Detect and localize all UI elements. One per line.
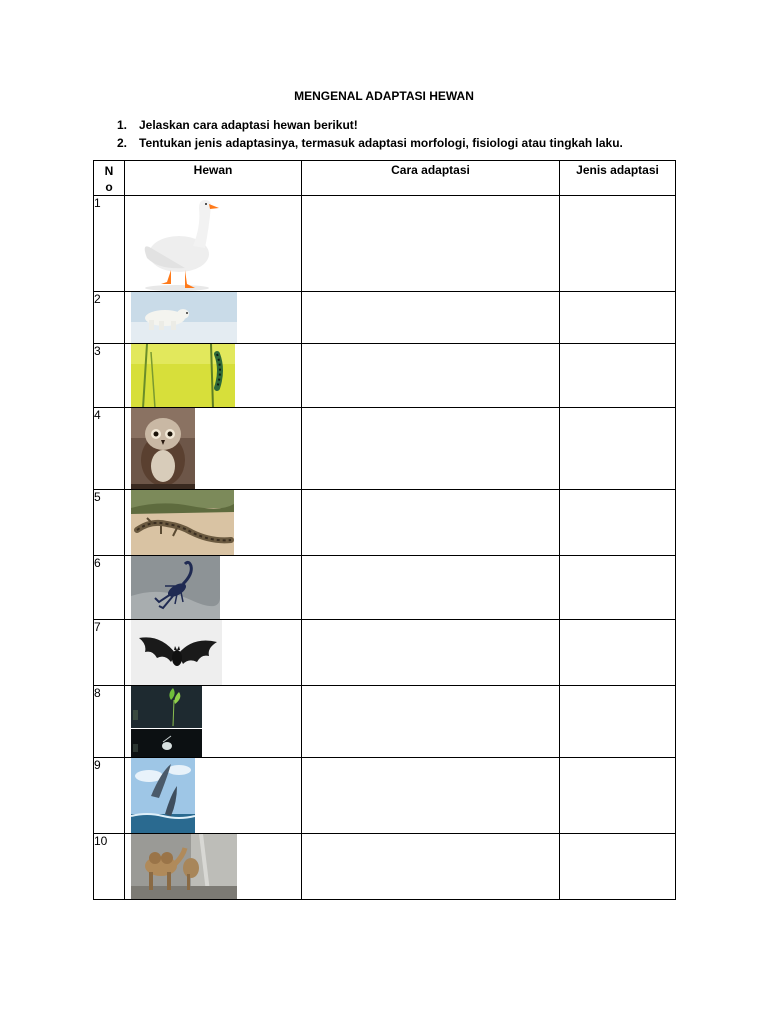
camel-photo bbox=[131, 834, 237, 900]
cara-adaptasi-cell[interactable] bbox=[302, 408, 560, 490]
cara-adaptasi-cell[interactable] bbox=[302, 758, 560, 834]
table-row bbox=[94, 196, 676, 292]
row-number: 3 bbox=[94, 344, 125, 408]
jenis-adaptasi-cell[interactable] bbox=[560, 556, 676, 620]
cara-adaptasi-cell[interactable] bbox=[302, 196, 560, 292]
animal-cell bbox=[125, 556, 302, 620]
table-row bbox=[94, 620, 676, 686]
row-number: 4 bbox=[94, 408, 125, 490]
cara-adaptasi-cell[interactable] bbox=[302, 686, 560, 758]
table-row bbox=[94, 292, 676, 344]
header-cara-adaptasi: Cara adaptasi bbox=[302, 161, 560, 196]
adaptation-table bbox=[93, 160, 676, 900]
caterpillar-photo bbox=[131, 344, 235, 408]
bat-photo bbox=[131, 620, 222, 686]
animal-cell bbox=[125, 344, 302, 408]
header-hewan: Hewan bbox=[125, 161, 302, 196]
row-number: 2 bbox=[94, 292, 125, 344]
anglerfish-photo bbox=[131, 686, 202, 758]
table-row bbox=[94, 686, 676, 758]
cara-adaptasi-cell[interactable] bbox=[302, 490, 560, 556]
jenis-adaptasi-cell[interactable] bbox=[560, 292, 676, 344]
jenis-adaptasi-cell[interactable] bbox=[560, 196, 676, 292]
polar-bear-photo bbox=[131, 292, 237, 344]
row-number: 7 bbox=[94, 620, 125, 686]
animal-cell bbox=[125, 686, 302, 758]
animal-cell bbox=[125, 196, 302, 292]
jenis-adaptasi-cell[interactable] bbox=[560, 490, 676, 556]
table-row bbox=[94, 834, 676, 900]
instruction-text: Jelaskan cara adaptasi hewan berikut! bbox=[139, 118, 358, 132]
table-row bbox=[94, 556, 676, 620]
header-no-line2: o bbox=[105, 180, 113, 194]
cara-adaptasi-cell[interactable] bbox=[302, 620, 560, 686]
instruction-item bbox=[117, 134, 623, 152]
instruction-text: Tentukan jenis adaptasinya, termasuk adaptasi morfologi, fisiologi atau tingkah laku. bbox=[139, 136, 623, 150]
cara-adaptasi-cell[interactable] bbox=[302, 292, 560, 344]
row-number: 5 bbox=[94, 490, 125, 556]
cara-adaptasi-cell[interactable] bbox=[302, 834, 560, 900]
table-header-row bbox=[94, 161, 676, 196]
table-row bbox=[94, 408, 676, 490]
animal-cell bbox=[125, 834, 302, 900]
table-row bbox=[94, 344, 676, 408]
animal-cell bbox=[125, 490, 302, 556]
scorpion-photo bbox=[131, 556, 220, 620]
row-number: 8 bbox=[94, 686, 125, 758]
jenis-adaptasi-cell[interactable] bbox=[560, 344, 676, 408]
jenis-adaptasi-cell[interactable] bbox=[560, 408, 676, 490]
instruction-number: 1. bbox=[117, 118, 128, 132]
animal-cell bbox=[125, 758, 302, 834]
cara-adaptasi-cell[interactable] bbox=[302, 344, 560, 408]
animal-cell bbox=[125, 408, 302, 490]
cara-adaptasi-cell[interactable] bbox=[302, 556, 560, 620]
jenis-adaptasi-cell[interactable] bbox=[560, 758, 676, 834]
row-number: 10 bbox=[94, 834, 125, 900]
table-row bbox=[94, 490, 676, 556]
instruction-number: 2. bbox=[117, 136, 128, 150]
header-jenis-adaptasi: Jenis adaptasi bbox=[560, 161, 676, 196]
jenis-adaptasi-cell[interactable] bbox=[560, 620, 676, 686]
jenis-adaptasi-cell[interactable] bbox=[560, 686, 676, 758]
jenis-adaptasi-cell[interactable] bbox=[560, 834, 676, 900]
lizard-photo bbox=[131, 490, 234, 556]
animal-cell bbox=[125, 292, 302, 344]
row-number: 9 bbox=[94, 758, 125, 834]
header-no bbox=[94, 161, 125, 196]
instruction-list bbox=[117, 116, 623, 152]
instruction-item bbox=[117, 116, 623, 134]
goose-photo bbox=[129, 196, 245, 292]
dolphin-photo bbox=[131, 758, 195, 834]
table-row bbox=[94, 758, 676, 834]
row-number: 6 bbox=[94, 556, 125, 620]
animal-cell bbox=[125, 620, 302, 686]
header-no-line1: N bbox=[104, 164, 114, 178]
page-title: MENGENAL ADAPTASI HEWAN bbox=[294, 89, 474, 103]
row-number: 1 bbox=[94, 196, 125, 292]
owl-photo bbox=[131, 408, 195, 490]
